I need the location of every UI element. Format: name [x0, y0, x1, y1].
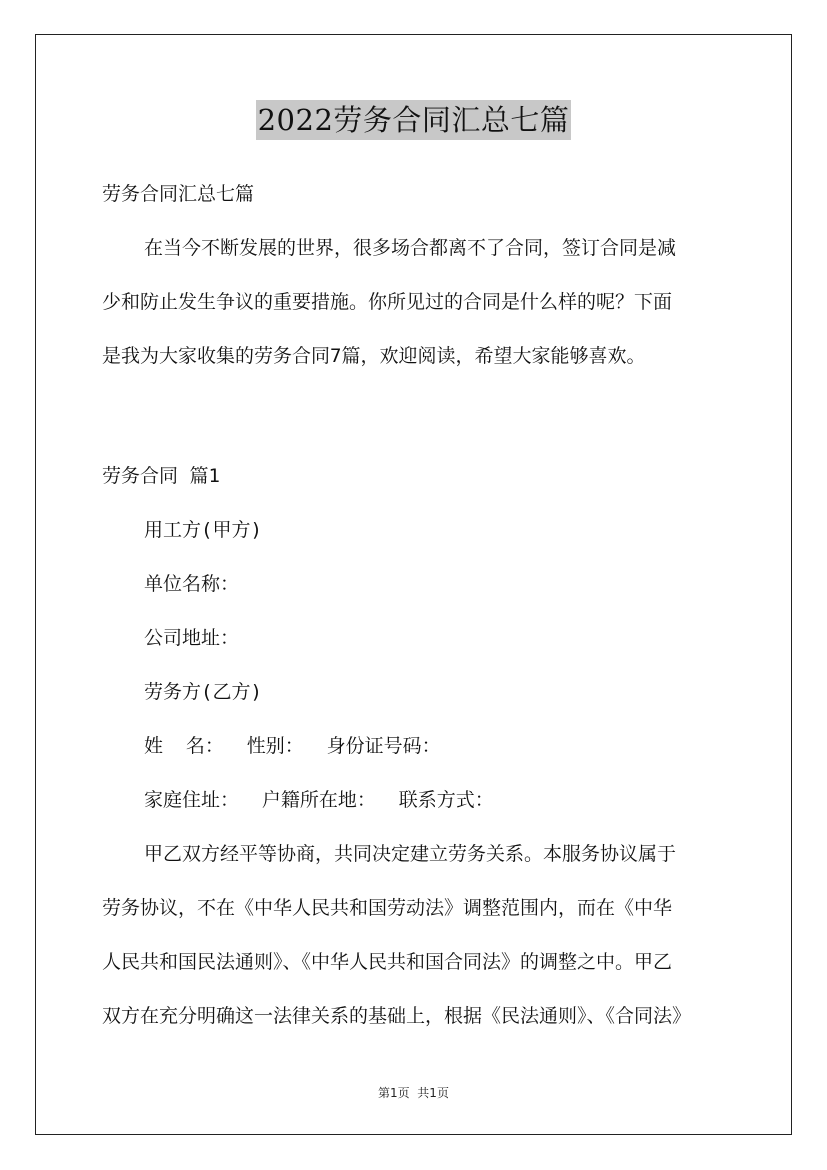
section-heading: 劳务合同 篇1	[102, 465, 220, 487]
field-line: 用工方(甲方)	[144, 519, 262, 541]
document-subtitle: 劳务合同汇总七篇	[102, 183, 255, 205]
page-footer: 第1页 共1页	[378, 1086, 449, 1100]
intro-line: 在当今不断发展的世界，很多场合都离不了合同，签订合同是减	[144, 237, 677, 259]
field-line: 公司地址：	[144, 627, 240, 649]
document-body	[102, 176, 738, 1052]
body-line: 甲乙双方经平等协商，共同决定建立劳务关系。本服务协议属于	[144, 843, 677, 865]
body-line: 劳务协议，不在《中华人民共和国劳动法》调整范围内，而在《中华	[102, 897, 673, 919]
title-container	[0, 100, 827, 140]
field-line: 单位名称：	[144, 573, 240, 595]
field-line: 家庭住址： 户籍所在地： 联系方式：	[144, 789, 494, 811]
document-title: 2022劳务合同汇总七篇	[256, 100, 572, 140]
intro-line: 少和防止发生争议的重要措施。你所见过的合同是什么样的呢？下面	[102, 291, 673, 313]
field-line: 劳务方(乙方)	[144, 681, 262, 703]
body-line: 人民共和国民法通则》、《中华人民共和国合同法》的调整之中。甲乙	[102, 951, 673, 973]
body-line: 双方在充分明确这一法律关系的基础上，根据《民法通则》、《合同法》	[102, 1005, 692, 1027]
intro-line: 是我为大家收集的劳务合同7篇，欢迎阅读，希望大家能够喜欢。	[102, 345, 646, 367]
field-line: 姓 名： 性别： 身份证号码：	[144, 735, 441, 757]
